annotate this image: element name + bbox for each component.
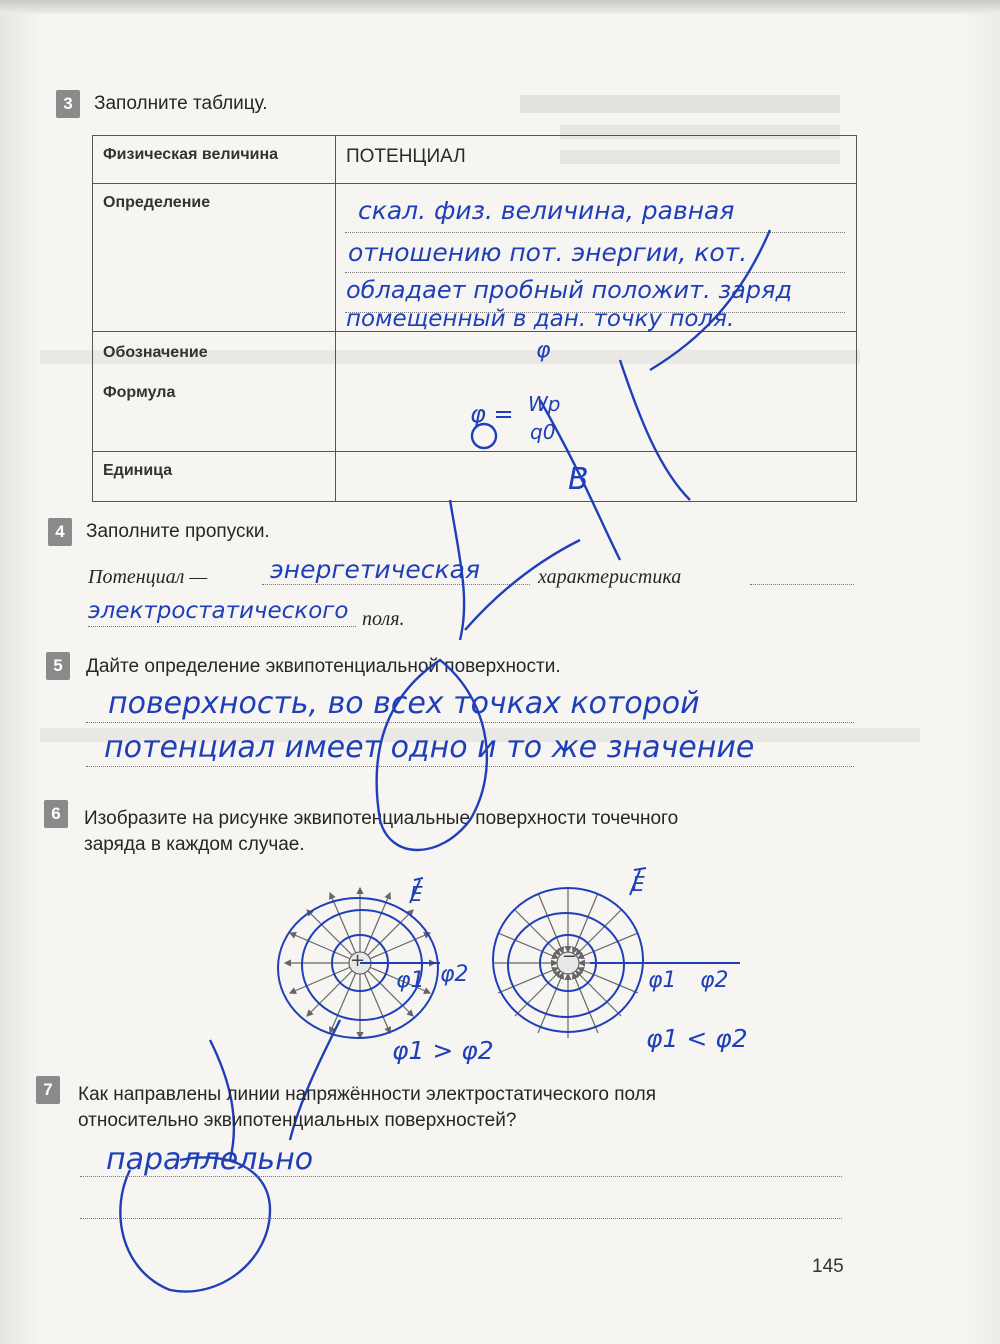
task-title: относительно эквипотенциальных поверхностей? bbox=[78, 1110, 517, 1131]
potential-label: φ1 bbox=[396, 968, 425, 993]
vector-e-label: E bbox=[632, 872, 645, 896]
task-title: заряда в каждом случае. bbox=[84, 834, 305, 855]
table-header-value: ПОТЕНЦИАЛ bbox=[336, 136, 857, 184]
task-number-badge: 7 bbox=[36, 1076, 60, 1104]
row-label-definition: Определение bbox=[93, 184, 336, 332]
potential-relation: φ1 > φ2 bbox=[392, 1036, 494, 1065]
handwritten-unit: В bbox=[568, 462, 589, 497]
task-number-badge: 5 bbox=[46, 652, 70, 680]
handwritten-answer: параллельно bbox=[106, 1142, 314, 1177]
handwritten-symbol: φ bbox=[536, 338, 551, 363]
task-number-badge: 6 bbox=[44, 800, 68, 828]
handwritten-definition-line: скал. физ. величина, равная bbox=[358, 196, 735, 225]
handwritten-definition-line: обладает пробный положит. заряд bbox=[346, 276, 793, 304]
potential-label: φ1 bbox=[648, 968, 677, 993]
fill-text: характеристика bbox=[538, 566, 682, 588]
handwritten-definition-line: помещенный в дан. точку поля. bbox=[346, 306, 735, 332]
row-label-symbol: Обозначение bbox=[103, 344, 208, 361]
table-header-label: Физическая величина bbox=[93, 136, 336, 184]
handwritten-answer: электростатического bbox=[88, 598, 349, 624]
fill-text: Потенциал — bbox=[88, 566, 208, 588]
potential-relation: φ1 < φ2 bbox=[646, 1024, 748, 1053]
handwritten-formula-numerator: Wp bbox=[528, 392, 561, 416]
potential-label: φ2 bbox=[440, 962, 469, 987]
row-label-unit: Единица bbox=[93, 452, 336, 502]
ink-strokes bbox=[120, 230, 770, 1292]
handwritten-formula-lhs: φ = bbox=[470, 400, 514, 428]
vector-e-label: E bbox=[410, 882, 423, 906]
answer-line bbox=[80, 1218, 842, 1219]
task-title: Заполните таблицу. bbox=[94, 93, 268, 114]
potential-label: φ2 bbox=[700, 968, 729, 993]
task-title: Как направлены линии напряжённости электростатического поля bbox=[78, 1084, 657, 1105]
task-title: Заполните пропуски. bbox=[86, 521, 270, 542]
fill-text: поля. bbox=[362, 608, 405, 630]
handwritten-definition-line: отношению пот. энергии, кот. bbox=[348, 238, 748, 267]
task-title: Изобразите на рисунке эквипотенциальные поверхности точечного bbox=[84, 808, 679, 829]
task-number-badge: 4 bbox=[48, 518, 72, 546]
handwritten-equipotentials bbox=[278, 868, 740, 1038]
row-label-formula: Формула bbox=[103, 384, 176, 401]
handwritten-answer: энергетическая bbox=[270, 555, 480, 584]
handwritten-answer: поверхность, во всех точках которой bbox=[108, 686, 700, 721]
negative-charge-sign: − bbox=[562, 946, 578, 967]
task-title: Дайте определение эквипотенциальной поверхности. bbox=[86, 656, 561, 677]
handwritten-formula-denominator: q0 bbox=[530, 420, 556, 444]
page-number: 145 bbox=[812, 1256, 844, 1277]
task-number-badge: 3 bbox=[56, 90, 80, 118]
handwritten-answer: потенциал имеет одно и то же значение bbox=[104, 730, 755, 765]
positive-charge-sign: + bbox=[350, 950, 366, 971]
